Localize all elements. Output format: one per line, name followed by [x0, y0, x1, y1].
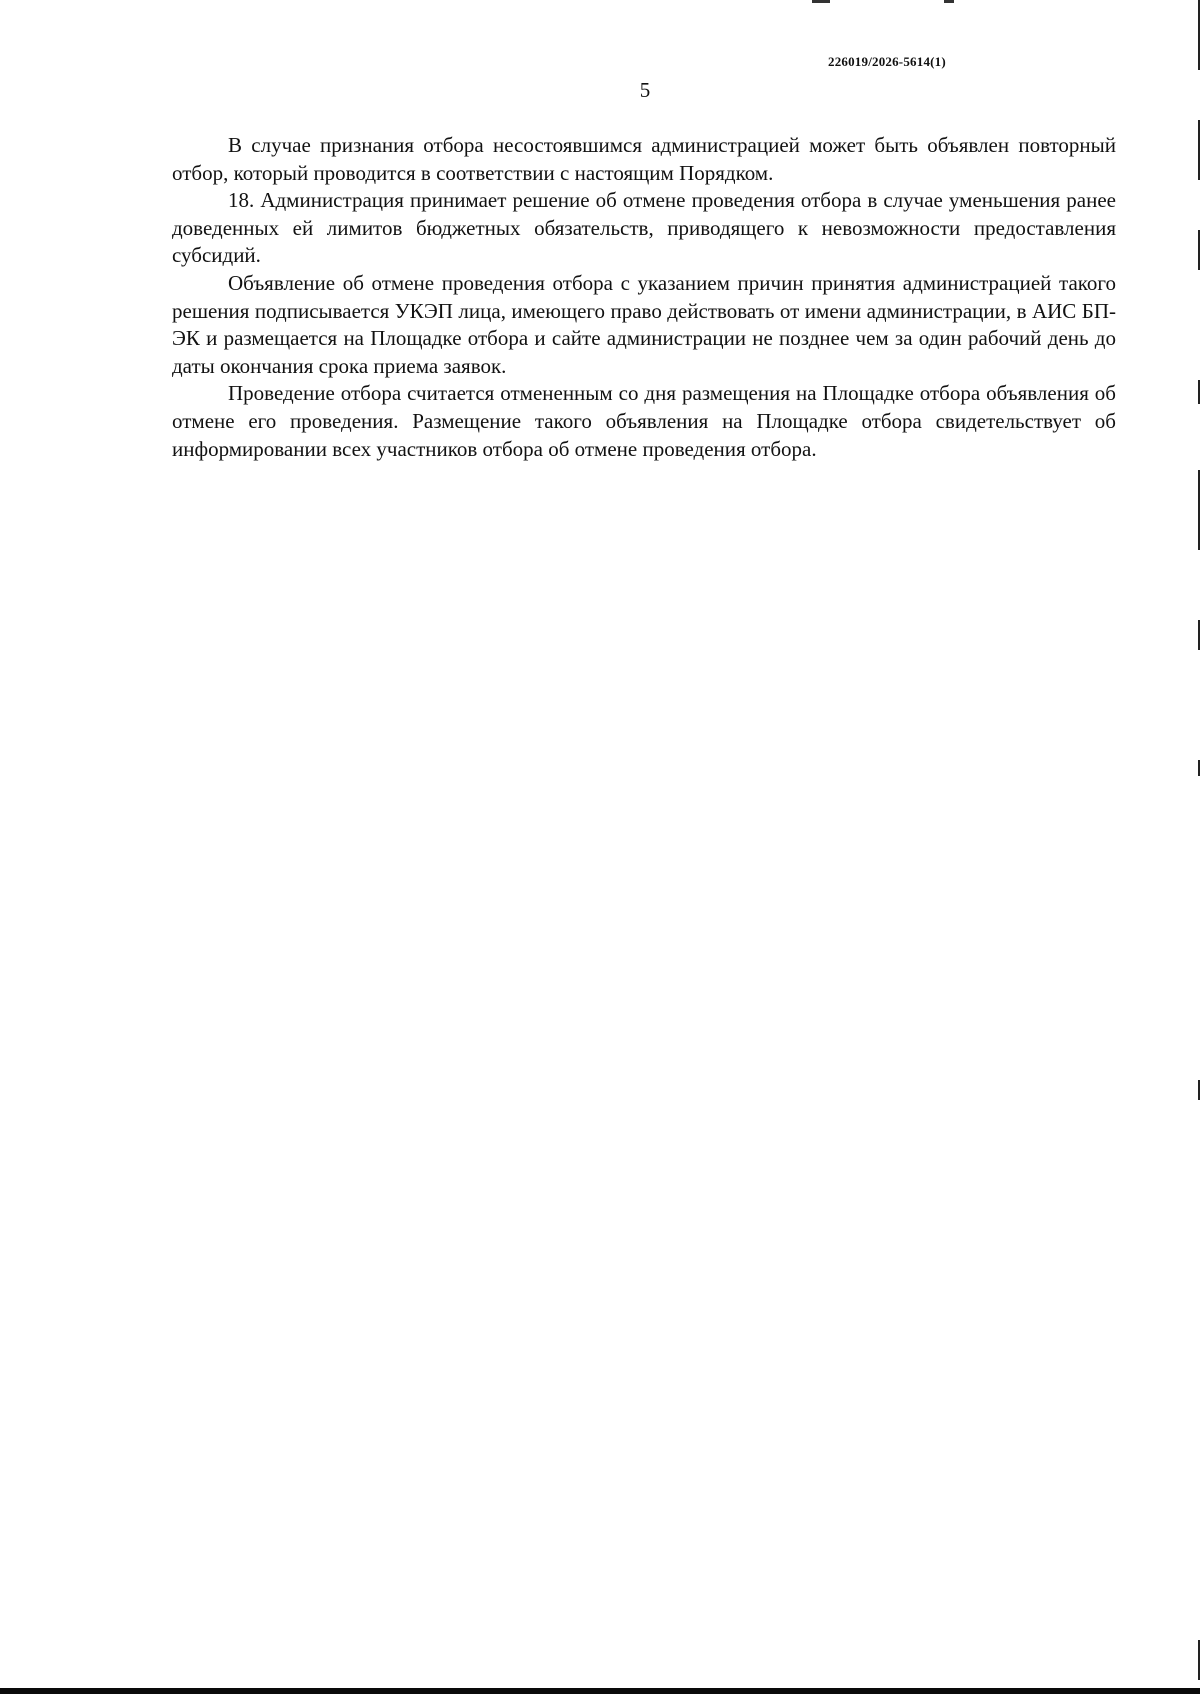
paragraph: В случае признания отбора несостоявшимся администрацией может быть объявлен повторный отбор, который проводится в соответствии с настоящим Порядком. — [172, 133, 1116, 185]
scan-bottom-edge — [0, 1688, 1200, 1694]
document-body — [172, 132, 1116, 463]
scan-artifact — [944, 0, 954, 3]
paragraph: Проведение отбора считается отмененным со дня размещения на Площадке отбора объявления об отмене его проведения. Размещение такого объявления на Площадке отбора свидетельствует об информировании всех участников отбора об отмене проведения отбора. — [172, 381, 1116, 461]
paragraph: Объявление об отмене проведения отбора с указанием причин принятия администрацией такого решения подписывается УКЭП лица, имеющего право действовать от имени администрации, в АИС БП-ЭК и размещается на Площадке отбора и сайте администрации не позднее чем за один рабочий день до даты окончания срока приема заявок. — [172, 270, 1116, 378]
paragraph: 18. Администрация принимает решение об отмене проведения отбора в случае уменьшения ранее доведенных ей лимитов бюджетных обязательств, приводящего к невозможности предоставления субсидий. — [172, 188, 1116, 268]
page-number: 5 — [639, 78, 651, 102]
scan-artifact — [812, 0, 830, 3]
document-number: 226019/2026-5614(1) — [828, 54, 946, 69]
